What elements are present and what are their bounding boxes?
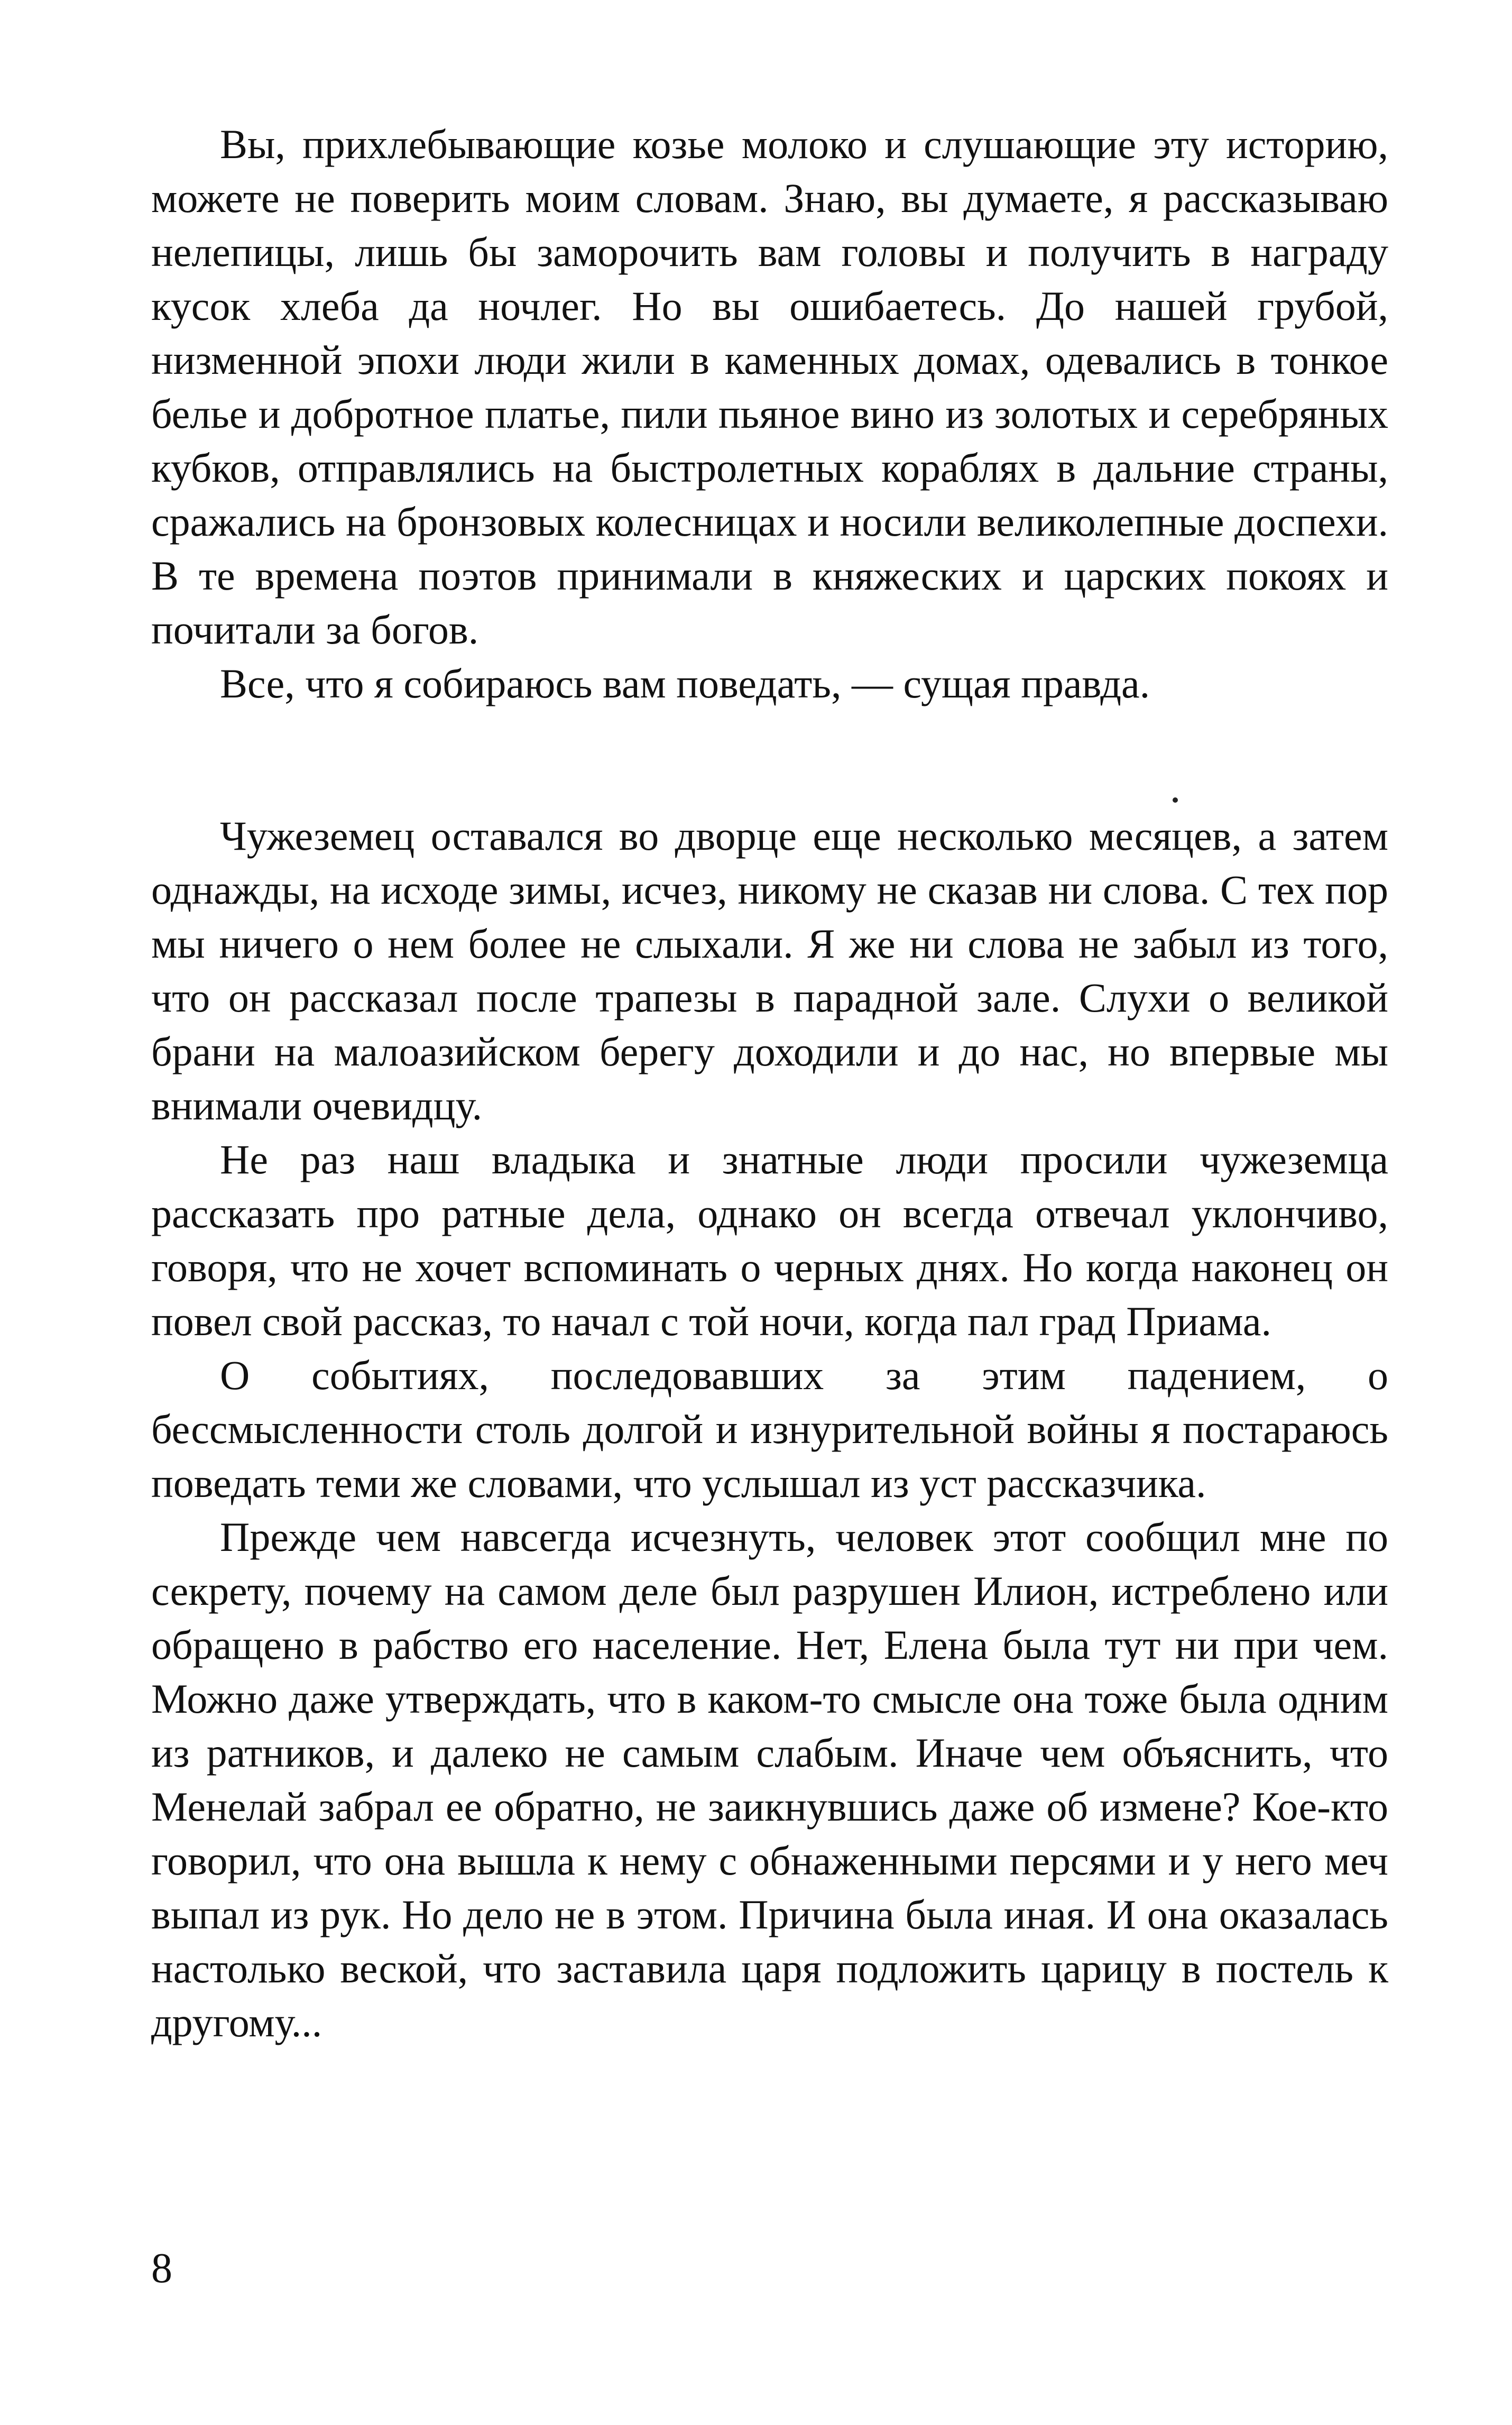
paragraph: О событиях, последовавших за этим падением, о бессмысленности столь долгой и изнурительной войны я постараюсь поведать теми же словами, что услышал из уст рассказчика. [151,1352,1388,1506]
paragraph: Не раз наш владыка и знатные люди просили чужеземца рассказать про ратные дела, однако он всегда отвечал уклончиво, говоря, что не хочет вспоминать о черных днях. Но когда наконец он повел свой рассказ, то начал с той ночи, когда пал град Приама. [151,1136,1388,1344]
text-section-intro [151,117,1388,711]
paragraph: Все, что я собираюсь вам поведать, — сущая правда. [220,660,1150,706]
paragraph: Чужеземец оставался во дворце еще несколько месяцев, а затем однажды, на исходе зимы, исчез, никому не сказав ни слова. С тех пор мы ничего о нем более не слыхали. Я же ни слова не забыл из того, что он рассказал после трапезы в парадной зале. Слухи о великой брани на малоазийском берегу доходили и до нас, но впервые мы внимали очевидцу. [151,813,1388,1128]
stray-mark [1173,797,1178,803]
page-number: 8 [151,2245,172,2292]
text-section-main [151,809,1388,2050]
paragraph: Вы, прихлебывающие козье молоко и слушающие эту историю, можете не поверить моим словам. Знаю, вы думаете, я рассказываю нелепицы, лишь бы заморочить вам головы и получить в награду кусок хлеба да ночлег. Но вы ошибаетесь. До нашей грубой, низменной эпохи люди жили в каменных домах, одевались в тонкое белье и добротное платье, пили пьяное вино из золотых и серебряных кубков, отправлялись на быстролетных кораблях в дальние страны, сражались на бронзовых колесницах и носили великолепные доспехи. В те времена поэтов принимали в княжеских и царских покоях и почитали за богов. [151,121,1388,653]
paragraph: Прежде чем навсегда исчезнуть, человек этот сообщил мне по секрету, почему на самом деле был разрушен Илион, истреблено или обращено в рабство его население. Нет, Елена была тут ни при чем. Можно даже утверждать, что в каком-то смысле она тоже была одним из ратников, и далеко не самым слабым. Иначе чем объяснить, что Менелай забрал ее обратно, не заикнувшись даже об измене? Кое-кто говорил, что она вышла к нему с обнаженными персями и у него меч выпал из рук. Но дело не в этом. Причина была иная. И она оказалась настолько веской, что заставила царя подложить царицу в постель к другому... [151,1514,1388,2045]
